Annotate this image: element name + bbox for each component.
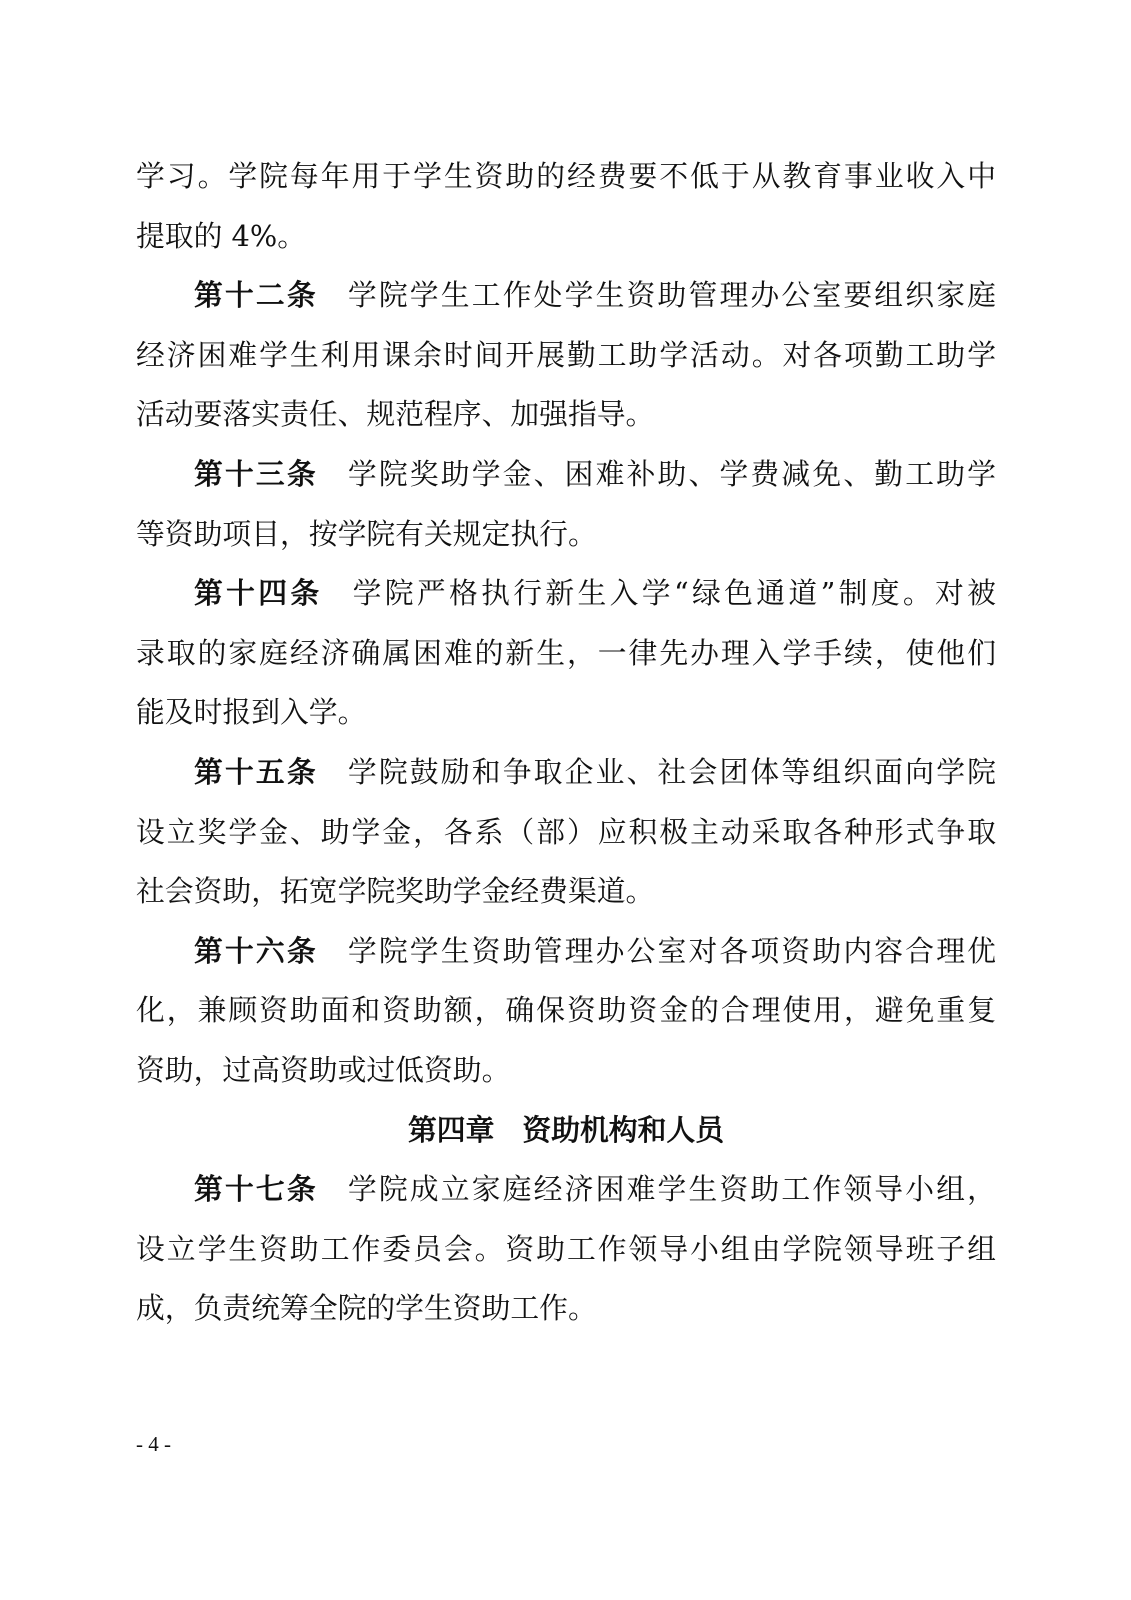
text-line: 提取的 4%。 bbox=[136, 218, 307, 253]
text-line: 能及时报到入学。 bbox=[136, 695, 367, 730]
chapter-title: 资助机构和人员 bbox=[522, 1112, 724, 1147]
article-number: 第十五条 bbox=[194, 754, 318, 789]
text-line: 设立学生资助工作委员会。资助工作领导小组由学院领导班子组 bbox=[136, 1231, 996, 1266]
article-text: 学院奖助学金、困难补助、学费减免、勤工助学 bbox=[347, 456, 996, 491]
text-line: 成，负责统筹全院的学生资助工作。 bbox=[136, 1291, 597, 1326]
document-body bbox=[136, 147, 996, 1339]
text-line: 经济困难学生利用课余时间开展勤工助学活动。对各项勤工助学 bbox=[136, 337, 996, 372]
text-line bbox=[136, 564, 996, 624]
article-number: 第十四条 bbox=[194, 576, 323, 611]
text-line: 设立奖学金、助学金，各系（部）应积极主动采取各种形式争取 bbox=[136, 814, 996, 849]
article-text: 学院成立家庭经济困难学生资助工作领导小组， bbox=[347, 1172, 996, 1207]
article-number: 第十七条 bbox=[194, 1172, 318, 1207]
text-line: 活动要落实责任、规范程序、加强指导。 bbox=[136, 397, 655, 432]
text-line bbox=[136, 922, 996, 982]
article-17 bbox=[136, 1160, 996, 1339]
text-line: 社会资助，拓宽学院奖助学金经费渠道。 bbox=[136, 874, 655, 909]
text-line: 资助，过高资助或过低资助。 bbox=[136, 1052, 511, 1087]
chapter-number: 第四章 bbox=[408, 1112, 495, 1147]
text-line: 等资助项目，按学院有关规定执行。 bbox=[136, 516, 597, 551]
chapter-heading bbox=[136, 1101, 996, 1161]
text-line: 化，兼顾资助面和资助额，确保资助资金的合理使用，避免重复 bbox=[136, 993, 996, 1028]
article-14 bbox=[136, 564, 996, 743]
article-13 bbox=[136, 445, 996, 564]
paragraph-continuation bbox=[136, 147, 996, 266]
article-number: 第十二条 bbox=[194, 278, 318, 313]
article-text: 学院学生工作处学生资助管理办公室要组织家庭 bbox=[347, 278, 996, 313]
text-line bbox=[136, 743, 996, 803]
article-text: 学院学生资助管理办公室对各项资助内容合理优 bbox=[347, 933, 996, 968]
text-line: 学习。学院每年用于学生资助的经费要不低于从教育事业收入中 bbox=[136, 159, 996, 193]
article-number: 第十六条 bbox=[194, 933, 318, 968]
page-number: - 4 - bbox=[136, 1432, 171, 1456]
article-12 bbox=[136, 266, 996, 445]
text-line bbox=[136, 266, 996, 326]
article-number: 第十三条 bbox=[194, 456, 318, 491]
text-line: 录取的家庭经济确属困难的新生，一律先办理入学手续，使他们 bbox=[136, 635, 996, 670]
article-text: 学院严格执行新生入学“绿色通道”制度。对被 bbox=[352, 576, 996, 611]
text-line bbox=[136, 445, 996, 505]
article-15 bbox=[136, 743, 996, 922]
article-text: 学院鼓励和争取企业、社会团体等组织面向学院 bbox=[347, 754, 996, 789]
article-16 bbox=[136, 922, 996, 1101]
text-line bbox=[136, 1160, 996, 1220]
